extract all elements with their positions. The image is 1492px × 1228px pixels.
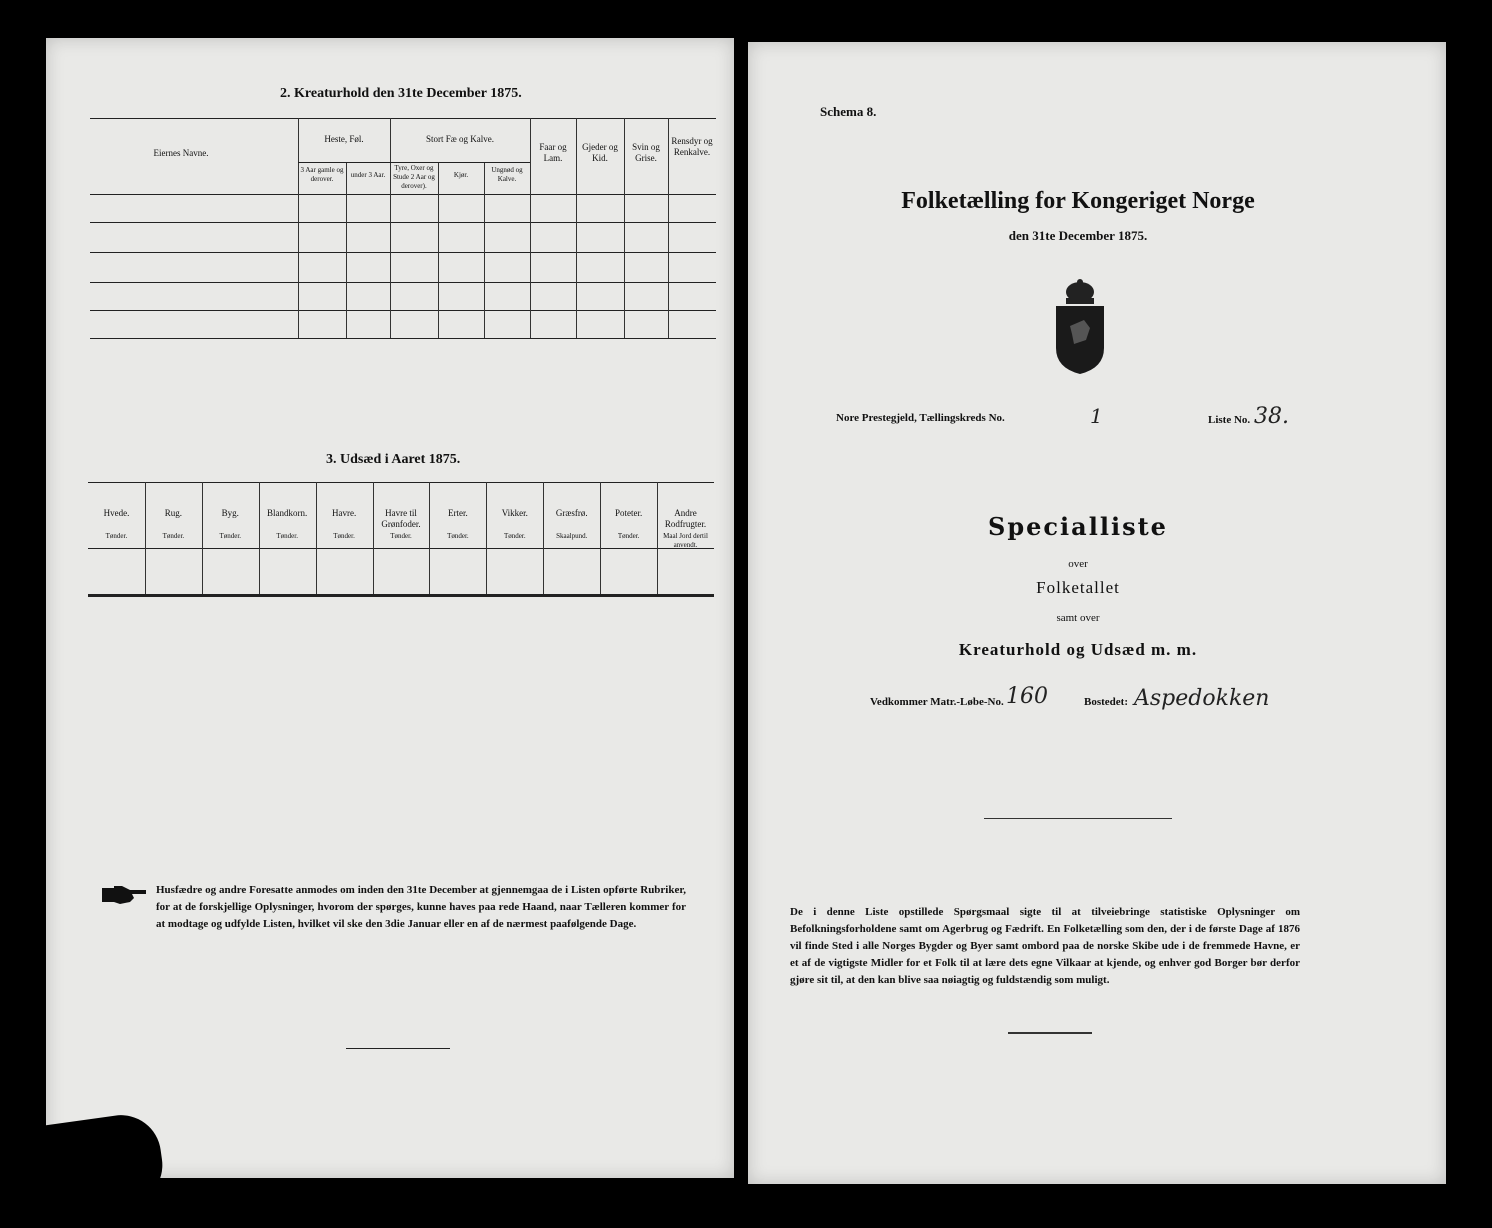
crop-name: Poteter.	[615, 508, 643, 518]
crop-unit: Tønder.	[105, 532, 128, 540]
table-line	[90, 282, 716, 283]
prestegjeld-label: Nore Prestegjeld, Tællingskreds No.	[836, 412, 1005, 424]
crop-unit: Tønder.	[390, 532, 412, 540]
matr-no-value: 160	[1006, 684, 1048, 709]
table-line	[90, 118, 716, 119]
header-owner: Eiernes Navne.	[153, 148, 209, 158]
header-cattle-sub2: Kjør.	[453, 171, 469, 179]
header-sheep: Faar og Lam.	[539, 142, 567, 163]
instructions-notice: Husfædre og andre Foresatte anmodes om inden den 31te December at gjennemgaa de i Listen opførte Rubriker, for at de forskjellige Oplysninger, hvorom der spørges, kunne haves paa rede Haand, naar Tælleren kommer for at modtage og udfylde Listen, hvilket vil ske den 3die Januar eller en af de nærmest paafølgende Dage.	[156, 884, 686, 930]
census-date: den 31te December 1875.	[1008, 228, 1148, 243]
crop-unit: Tønder.	[617, 532, 640, 540]
coat-of-arms-icon	[1050, 278, 1110, 376]
clip-left	[6, 1110, 167, 1220]
crop-name: Vikker.	[501, 508, 528, 518]
kreds-no-value: 1	[1090, 404, 1103, 428]
crop-unit: Tønder.	[219, 532, 242, 540]
crop-unit: Tønder.	[447, 532, 469, 540]
header-goats: Gjeder og Kid.	[582, 142, 618, 163]
crop-name: Hvede.	[103, 508, 130, 518]
over-text: over	[1068, 558, 1088, 570]
crop-unit: Maal Jord dertil anvendt.	[663, 532, 708, 549]
section2-title: 2. Kreaturhold den 31te December 1875.	[280, 86, 522, 101]
header-pigs: Svin og Grise.	[632, 142, 660, 163]
folketallet-title: Folketallet	[1036, 578, 1120, 597]
crop-name: Rug.	[164, 508, 182, 518]
header-horses: Heste, Føl.	[324, 134, 364, 144]
samt-over-text: samt over	[1056, 612, 1100, 624]
left-page	[46, 38, 734, 1178]
crop-name: Græsfrø.	[555, 508, 588, 518]
header-cattle-sub3: Ungnød og Kalve.	[491, 166, 523, 183]
intro-text: De i denne Liste opstillede Spørgsmaal sigte til at tilveiebringe statistiske Oplysninger om Befolkningsforholdene samt om Agerbrug og Fædrift. En Folketælling som den, der i de første Dage af 1876 vil finde Sted i alle Norges Bygder og Byer samt ombord paa de norske Skibe ude i de fremmede Havne, er et af de vigtigste Midler for et Folk til at lære dets egne Vilkaar at kjende, og enhver god Borger bør derfor gjøre sit til, at den kan blive saa nøiagtig og fuldstændig som muligt.	[790, 906, 1300, 986]
crop-name: Havre til Grønfoder.	[381, 508, 421, 529]
table-line	[90, 194, 716, 195]
header-horses-sub1: 3 Aar gamle og derover.	[300, 166, 344, 183]
divider	[1008, 1032, 1092, 1034]
table-line	[90, 310, 716, 311]
header-reindeer: Rensdyr og Renkalve.	[671, 136, 713, 157]
specialliste-title: Specialliste	[988, 512, 1168, 541]
header-cattle: Stort Fæ og Kalve.	[425, 134, 494, 144]
table-line	[90, 222, 716, 223]
crop-name: Byg.	[221, 508, 239, 518]
crop-unit: Tønder.	[333, 532, 355, 540]
divider	[984, 818, 1172, 819]
crop-unit: Tønder.	[276, 532, 298, 540]
kreaturhold-title: Kreaturhold og Udsæd m. m.	[958, 640, 1198, 659]
right-page	[748, 42, 1446, 1184]
section3-title: 3. Udsæd i Aaret 1875.	[326, 452, 461, 467]
crop-name: Havre.	[331, 508, 357, 518]
main-title: Folketælling for Kongeriget Norge	[901, 188, 1255, 214]
divider	[346, 1048, 450, 1049]
crop-unit: Skaalpund.	[556, 532, 588, 540]
header-horses-sub2: under 3 Aar.	[350, 171, 386, 179]
table-line	[90, 338, 716, 339]
pointing-hand-icon	[100, 884, 148, 906]
header-cattle-sub1: Tyre, Oxer og Stude 2 Aar og derover).	[393, 164, 435, 190]
crop-name: Erter.	[448, 508, 468, 518]
crop-unit: Tønder.	[162, 532, 185, 540]
crop-unit: Tønder.	[504, 532, 526, 540]
crop-name: Blandkorn.	[267, 508, 308, 518]
liste-label: Liste No.	[1208, 414, 1251, 426]
bosted-label: Bostedet:	[1084, 696, 1128, 708]
matr-label: Vedkommer Matr.-Løbe-No.	[870, 696, 1004, 708]
table-line	[90, 252, 716, 253]
crop-name: Andre Rodfrugter.	[664, 508, 707, 529]
schema-label: Schema 8.	[820, 104, 877, 119]
bosted-value: Aspedokken	[1134, 686, 1270, 711]
liste-no-value: 38.	[1254, 404, 1289, 429]
